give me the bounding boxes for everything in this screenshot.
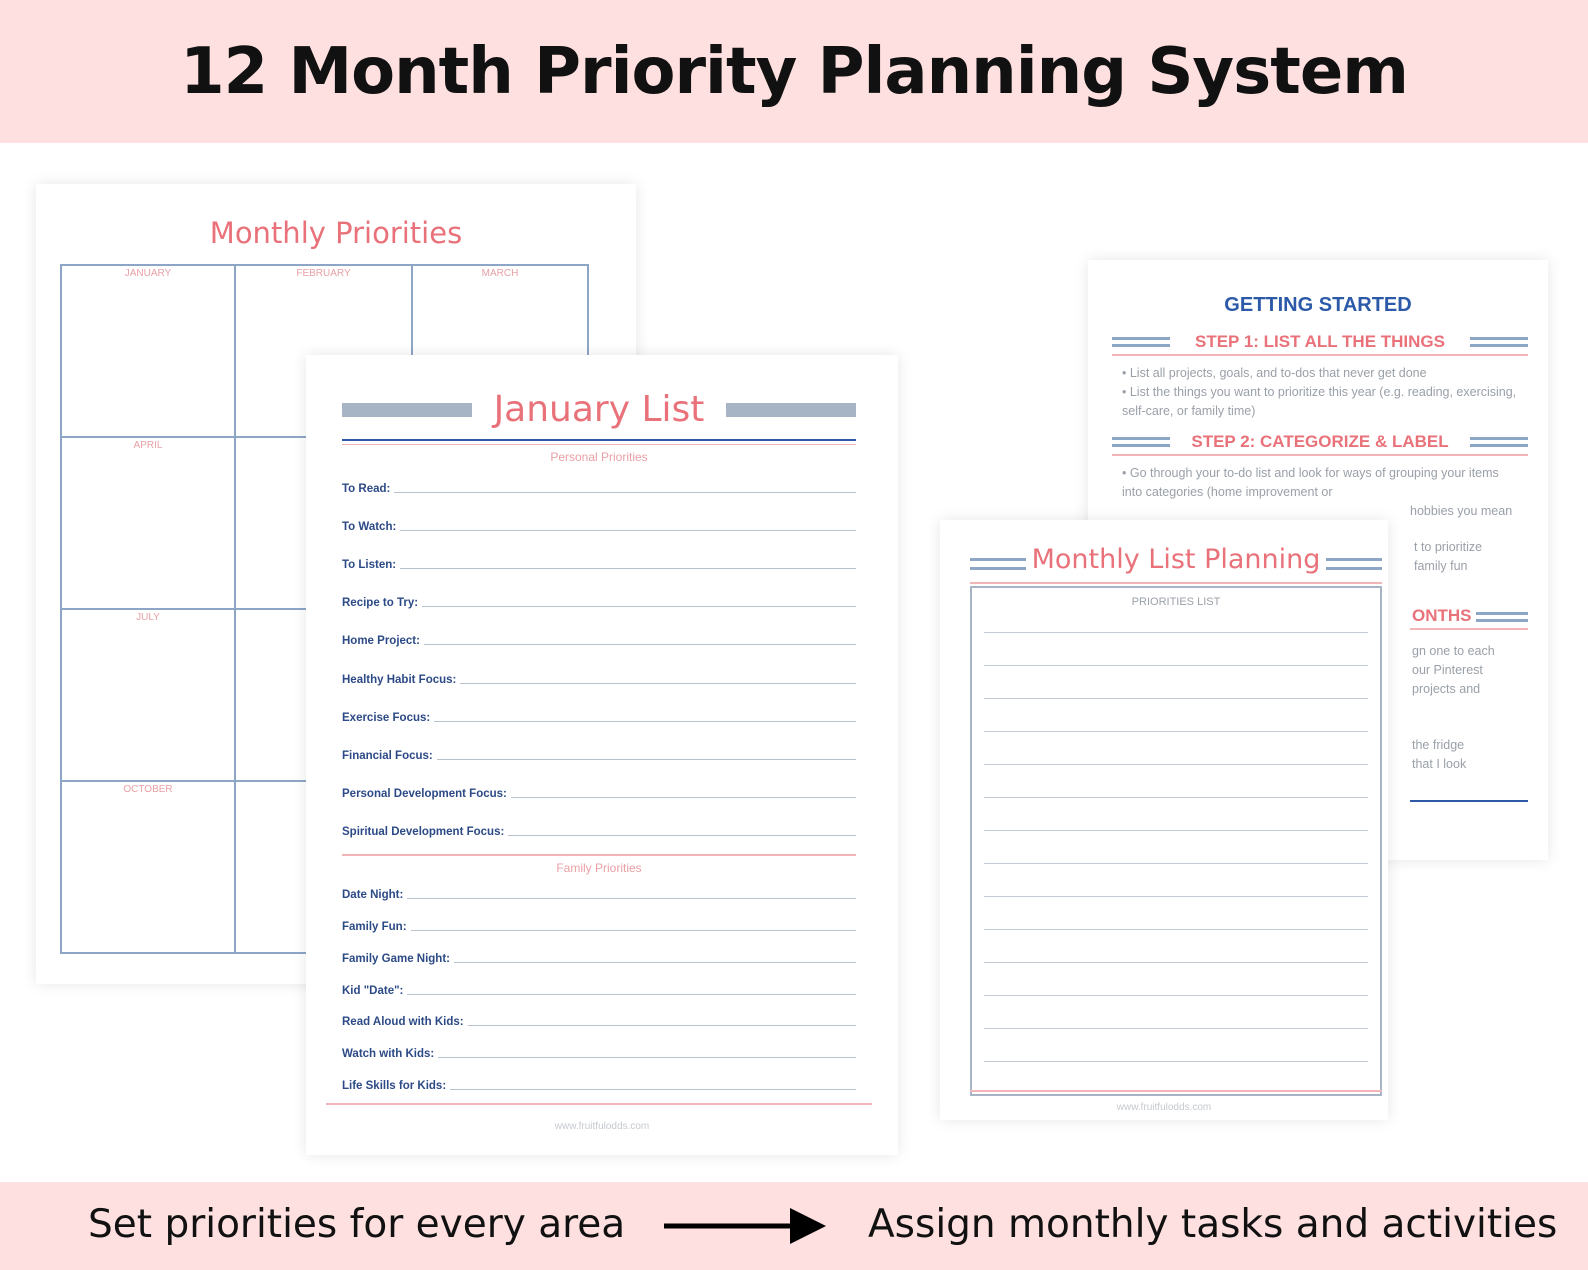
decorative-bar — [726, 403, 856, 417]
priorities-list-label: PRIORITIES LIST — [1131, 596, 1221, 608]
write-line[interactable] — [984, 698, 1368, 699]
write-line — [438, 1057, 856, 1058]
right-caption: Assign monthly tasks and activities — [868, 1202, 1558, 1247]
month-label: MARCH — [481, 268, 519, 279]
divider — [970, 1090, 1382, 1092]
row-label: Family Fun: — [342, 921, 407, 933]
text-fragment: the fridge — [1412, 738, 1465, 752]
row-label: Exercise Focus: — [342, 712, 431, 724]
write-line[interactable] — [984, 830, 1368, 831]
write-line — [400, 530, 856, 531]
monthly-list-planning-sheet — [940, 520, 1388, 1120]
write-line[interactable] — [984, 797, 1368, 798]
write-line[interactable] — [984, 863, 1368, 864]
write-line[interactable] — [984, 1028, 1368, 1029]
step-2-header — [1112, 432, 1528, 454]
family-priorities-heading: Family Priorities — [556, 861, 642, 875]
row-label: Date Night: — [342, 889, 404, 901]
month-cell-april — [60, 436, 236, 610]
write-line — [400, 568, 856, 569]
list-row[interactable] — [342, 746, 856, 762]
text-fragment: our Pinterest — [1412, 663, 1483, 677]
list-row[interactable] — [342, 1012, 856, 1028]
monthly-priorities-title: Monthly Priorities — [209, 216, 463, 250]
list-row[interactable] — [342, 822, 856, 838]
list-row[interactable] — [342, 479, 856, 495]
decorative-bar — [1326, 558, 1382, 570]
step-2-label: STEP 2: CATEGORIZE & LABEL — [1191, 432, 1449, 451]
write-line[interactable] — [984, 665, 1368, 666]
divider — [342, 854, 856, 856]
write-line — [422, 606, 856, 607]
write-line — [511, 797, 856, 798]
row-label: Read Aloud with Kids: — [342, 1016, 464, 1028]
text-fragment: family fun — [1414, 559, 1468, 573]
write-line — [411, 930, 856, 931]
list-row[interactable] — [342, 555, 856, 571]
personal-priorities-heading: Personal Priorities — [550, 450, 648, 464]
step-2-bullet: • Go through your to-do list and look for ways of grouping your items into categories (home improvement or — [1122, 466, 1499, 499]
month-cell-july — [60, 608, 236, 782]
list-row[interactable] — [342, 917, 856, 933]
write-line[interactable] — [984, 731, 1368, 732]
row-label: Healthy Habit Focus: — [342, 674, 457, 686]
step-3-label-fragment: ONTHS — [1412, 606, 1472, 625]
monthly-list-planning-title: Monthly List Planning — [1031, 544, 1321, 575]
month-cell-january — [60, 264, 236, 438]
list-row[interactable] — [342, 949, 856, 965]
footer-banner — [0, 1182, 1588, 1270]
month-label: FEBRUARY — [296, 268, 351, 279]
left-caption: Set priorities for every area — [88, 1202, 626, 1247]
january-list-title: January List — [493, 389, 705, 430]
step-1-header — [1112, 332, 1528, 354]
row-label: To Read: — [342, 483, 391, 495]
write-line — [460, 683, 856, 684]
write-line[interactable] — [984, 896, 1368, 897]
divider — [342, 444, 856, 445]
getting-started-title: GETTING STARTED — [1224, 294, 1412, 316]
decorative-bar — [1112, 437, 1170, 447]
write-line — [437, 759, 856, 760]
divider — [1112, 354, 1528, 356]
step-1-label: STEP 1: LIST ALL THE THINGS — [1195, 332, 1445, 351]
write-line[interactable] — [984, 929, 1368, 930]
arrow-right-icon — [662, 1204, 828, 1248]
row-label: Kid "Date": — [342, 985, 404, 997]
row-label: Personal Development Focus: — [342, 788, 507, 800]
list-row[interactable] — [342, 1044, 856, 1060]
divider — [1112, 454, 1528, 456]
priorities-list-box — [970, 586, 1382, 1096]
list-row[interactable] — [342, 631, 856, 647]
row-label: Financial Focus: — [342, 750, 433, 762]
list-row[interactable] — [342, 517, 856, 533]
list-row[interactable] — [342, 670, 856, 686]
month-label: JULY — [136, 612, 160, 623]
sheet-footer: www.fruitfulodds.com — [1116, 1102, 1212, 1113]
month-label: JANUARY — [124, 268, 172, 279]
write-line — [454, 962, 856, 963]
row-label: Recipe to Try: — [342, 597, 419, 609]
decorative-bar — [1470, 337, 1528, 347]
write-line — [434, 721, 856, 722]
january-list-header — [342, 389, 856, 429]
decorative-bar — [1112, 337, 1170, 347]
text-fragment: projects and — [1412, 682, 1481, 696]
text-fragment: hobbies you mean — [1410, 504, 1513, 518]
row-label: Life Skills for Kids: — [342, 1080, 447, 1092]
divider — [342, 439, 856, 441]
january-list-sheet — [306, 355, 898, 1155]
step-1-bullet: • List all projects, goals, and to-dos that never get done — [1122, 366, 1427, 380]
write-line — [450, 1089, 856, 1090]
row-label: Spiritual Development Focus: — [342, 826, 505, 838]
row-label: Home Project: — [342, 635, 420, 647]
row-label: Family Game Night: — [342, 953, 450, 965]
write-line — [468, 1025, 856, 1026]
list-row[interactable] — [342, 708, 856, 724]
text-fragment: t to prioritize — [1414, 540, 1483, 554]
list-row[interactable] — [342, 593, 856, 609]
month-cell-october — [60, 780, 236, 954]
month-label: OCTOBER — [123, 784, 173, 795]
divider — [970, 582, 1382, 584]
header-banner — [0, 0, 1588, 143]
write-line[interactable] — [984, 764, 1368, 765]
write-line — [508, 835, 856, 836]
list-row[interactable] — [342, 981, 856, 997]
divider — [326, 1103, 872, 1105]
row-label: Watch with Kids: — [342, 1048, 435, 1060]
text-fragment: gn one to each — [1412, 644, 1495, 658]
write-line[interactable] — [984, 632, 1368, 633]
page-title: 12 Month Priority Planning System — [180, 34, 1408, 109]
step-1-bullet: • List the things you want to prioritize this year (e.g. reading, exercising, self-care, or family time) — [1122, 385, 1517, 418]
divider — [1410, 800, 1528, 802]
write-line — [407, 898, 856, 899]
write-line — [394, 492, 856, 493]
row-label: To Listen: — [342, 559, 397, 571]
decorative-bar — [1470, 437, 1528, 447]
write-line — [424, 644, 856, 645]
list-row[interactable] — [342, 1076, 856, 1092]
row-label: To Watch: — [342, 521, 397, 533]
write-line[interactable] — [984, 1061, 1368, 1062]
sheet-footer: www.fruitfulodds.com — [554, 1121, 650, 1132]
monthly-list-planning-header — [970, 544, 1382, 584]
divider — [1410, 628, 1528, 630]
text-fragment: that I look — [1412, 757, 1467, 771]
write-line[interactable] — [984, 962, 1368, 963]
month-label: APRIL — [133, 440, 163, 451]
list-row[interactable] — [342, 885, 856, 901]
write-line — [407, 994, 856, 995]
decorative-bar — [1476, 612, 1528, 622]
write-line[interactable] — [984, 995, 1368, 996]
list-row[interactable] — [342, 784, 856, 800]
